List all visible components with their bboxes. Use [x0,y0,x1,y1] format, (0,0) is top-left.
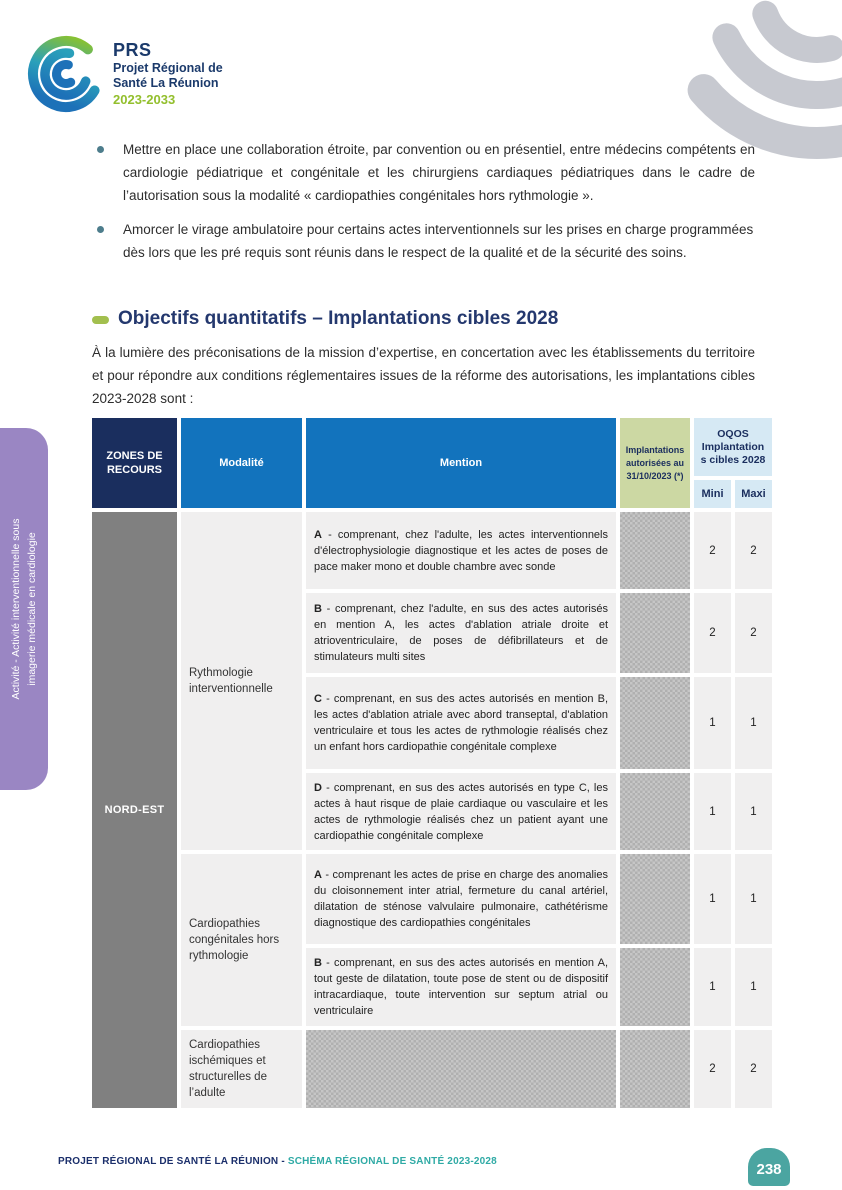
logo-name-line2: Santé La Réunion [113,76,219,90]
maxi-value-cell: 1 [735,948,772,1026]
redacted-authorized-cell [620,677,690,769]
column-header-modalite: Modalité [181,418,302,508]
bullet-dot-icon [97,146,104,153]
footer [58,1156,497,1167]
redacted-authorized-cell [620,948,690,1026]
footer-title: PROJET RÉGIONAL DE SANTÉ LA RÉUNION - [58,1156,288,1167]
modality-cell: Cardiopathies congénitales hors rythmologie [181,854,302,1026]
footer-subtitle: SCHÉMA RÉGIONAL DE SANTÉ 2023-2028 [287,1156,497,1167]
logo-acronym: PRS [113,40,152,60]
redacted-authorized-cell [620,512,690,589]
logo-years: 2023-2033 [113,92,176,107]
heading-dash-icon [92,316,109,324]
mention-text: - comprenant, en sus des actes autorisés en mention A, tout geste de dilatation, toute pose de stent ou de dispositif intracardiaque, toute intervention sur septum atrial ou ventriculaire [314,957,609,1017]
bullet-item [92,138,755,207]
section-heading [92,308,558,330]
side-tab-label-line1: Activité - Activité interventionnelle sous [10,518,22,700]
logo-name-line1: Projet Régional de [113,61,223,75]
mention-cell [306,593,616,673]
mention-cell [306,773,616,850]
mention-text: - comprenant, chez l'adulte, les actes interventionnels d'électrophysiologie diagnostique et les actes de poses de pace maker mono et double chambre avec sonde [314,528,608,573]
column-header-implantations: Implantations autorisées au 31/10/2023 (*) [620,418,690,508]
column-header-zones: ZONES DE RECOURS [92,418,177,508]
maxi-value-cell: 1 [735,773,772,850]
prs-logo [24,30,223,114]
bullet-text: Amorcer le virage ambulatoire pour certains actes interventionnels sur les prises en charge programmées dès lors que les pré requis sont réunis dans le respect de la qualité et de la sécurité des soins. [123,222,754,260]
mention-letter: C [314,693,322,705]
redacted-authorized-cell [620,593,690,673]
bullet-text: Mettre en place une collaboration étroite, par convention ou en présentiel, entre médecins compétents en cardiologie pédiatrique et congénitale et les chirurgiens cardiaques pédiatriques dans le cadre de l’autorisation sous la modalité « cardiopathies congénitales hors rythmologie ». [123,142,755,203]
mini-value-cell: 1 [694,854,731,944]
mini-value-cell: 1 [694,948,731,1026]
redacted-authorized-cell [620,773,690,850]
mention-text: - comprenant, chez l'adulte, en sus des actes autorisés en mention A, les actes d'ablation atriale droite et atrioventriculaire, de poses de défibrillateurs et de stimulateurs multi sites [314,603,608,663]
bullet-item [92,218,755,264]
prs-arcs-icon [24,30,104,114]
mini-value-cell: 2 [694,593,731,673]
column-header-mini: Mini [694,480,731,508]
mention-cell [306,512,616,589]
section-side-tab [0,428,48,790]
mention-text: - comprenant les actes de prise en charge des anomalies du cloisonnement inter atrial, fermeture du canal artériel, dilatation de sténose valvulaire pulmonaire, cathétérisme diagnostique des cardiopathies congénitales [314,869,608,929]
mini-value-cell: 2 [694,1030,731,1108]
maxi-value-cell: 2 [735,1030,772,1108]
side-tab-label [8,428,40,790]
maxi-value-cell: 2 [735,512,772,589]
mention-cell [306,854,616,944]
redacted-authorized-cell [620,1030,690,1108]
modality-cell: Cardiopathies ischémiques et structurelles de l’adulte [181,1030,302,1108]
mini-value-cell: 1 [694,773,731,850]
mention-letter: B [314,603,322,615]
mention-cell [306,948,616,1026]
section-title: Objectifs quantitatifs – Implantations cibles 2028 [118,308,559,329]
maxi-value-cell: 1 [735,677,772,769]
mention-letter: B [314,957,322,969]
mention-letter: D [314,781,322,794]
logo-text [113,30,223,114]
mini-value-cell: 2 [694,512,731,589]
intro-paragraph: À la lumière des préconisations de la mission d’expertise, en concertation avec les établissements du territoire et pour répondre aux conditions réglementaires issues de la réforme des autorisations, les implantations cibles 2023-2028 sont : [92,345,755,406]
modality-cell: Rythmologie interventionnelle [181,512,302,850]
redacted-authorized-cell [620,854,690,944]
bullet-dot-icon [97,226,104,233]
maxi-value-cell: 1 [735,854,772,944]
column-header-oqos: OQOS Implantations cibles 2028 [694,418,772,476]
zone-cell: NORD-EST [92,512,177,1108]
mention-text: - comprenant, en sus des actes autorisés en type C, les actes à haut risque de plaie cardiaque ou vasculaire et les actes de rythmologie réalisés chez un patient ayant une cardiopathie congénitale complexe [314,781,608,842]
redacted-mention-cell [306,1030,616,1108]
mini-value-cell: 1 [694,677,731,769]
page-number-badge: 238 [748,1148,790,1186]
mention-letter: A [314,528,322,541]
column-header-mention: Mention [306,418,616,508]
maxi-value-cell: 2 [735,593,772,673]
mention-text: - comprenant, en sus des actes autorisés en mention B, les actes d'ablation atriale avec abord transeptal, d'ablation ventriculaire et tous les actes de rythmologie réalisés chez un enfant hors cardiopathie congénitale complexe [314,693,608,753]
implantations-table [92,418,772,1108]
bullet-list [92,138,755,275]
mention-letter: A [314,869,322,881]
mention-cell [306,677,616,769]
column-header-maxi: Maxi [735,480,772,508]
side-tab-label-line2: imagerie médicale en cardiologie [26,532,38,686]
